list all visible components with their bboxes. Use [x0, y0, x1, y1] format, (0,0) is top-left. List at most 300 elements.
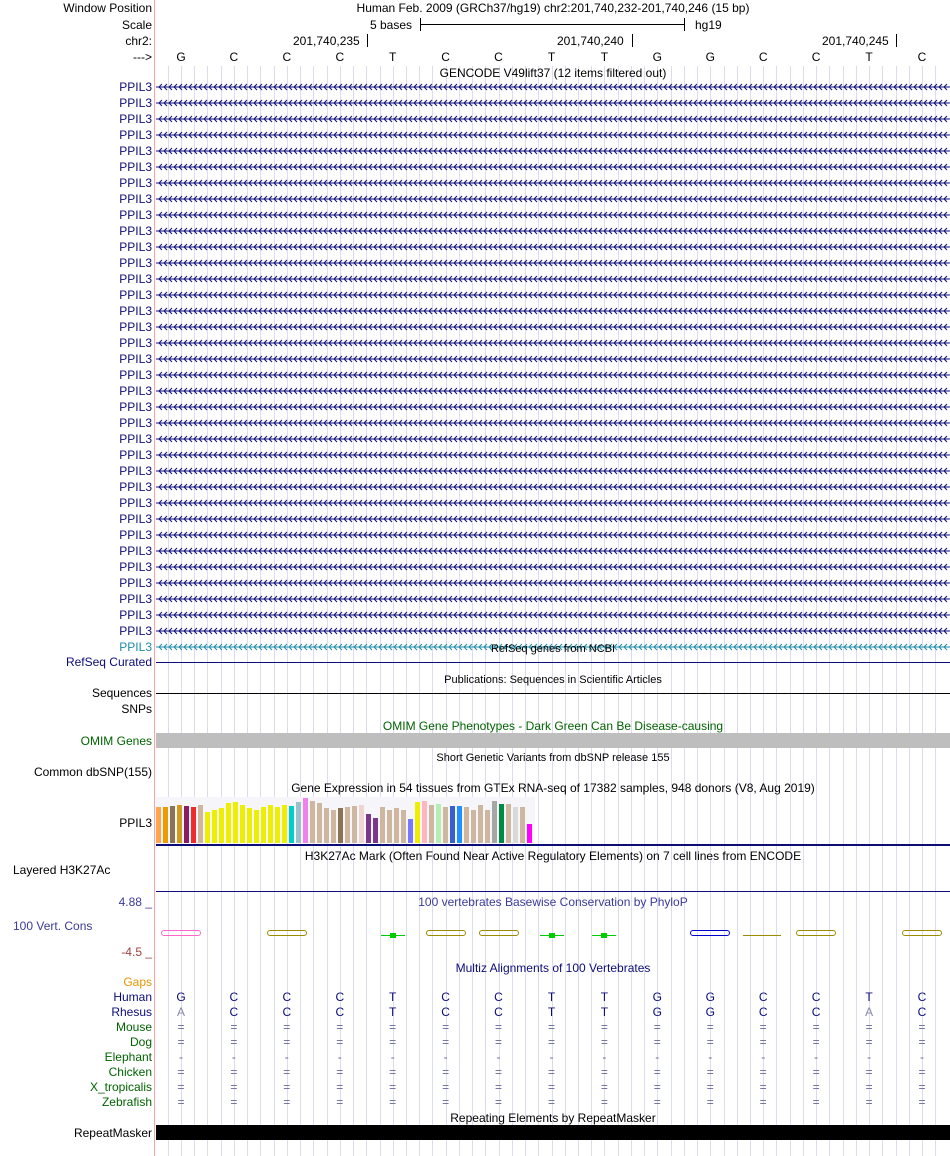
multiz-base: = [706, 1035, 714, 1049]
multiz-base: = [336, 1020, 344, 1034]
gencode-transcript-line[interactable] [156, 82, 950, 92]
gtex-tissue-bar[interactable] [443, 807, 448, 843]
multiz-base: = [230, 1020, 238, 1034]
multiz-base: = [865, 1035, 873, 1049]
gtex-tissue-bar[interactable] [422, 801, 427, 843]
gtex-tissue-bar[interactable] [191, 807, 196, 843]
multiz-base: = [547, 1020, 555, 1034]
multiz-species-label[interactable]: Zebrafish [101, 1095, 152, 1109]
position-tick [632, 34, 633, 47]
gencode-transcript-line[interactable] [156, 482, 950, 492]
gencode-transcript-label[interactable]: PPIL3 [119, 144, 152, 158]
multiz-base: C [335, 1005, 345, 1019]
gtex-tissue-bar[interactable] [359, 805, 364, 843]
gencode-transcript-label[interactable]: PPIL3 [119, 432, 152, 446]
gencode-transcript-label[interactable]: PPIL3 [119, 240, 152, 254]
multiz-species-label[interactable]: Elephant [104, 1050, 152, 1064]
multiz-base: = [759, 1080, 767, 1094]
gencode-transcript-label[interactable]: PPIL3 [119, 176, 152, 190]
multiz-base: C [441, 1005, 450, 1019]
multiz-base: = [494, 1020, 502, 1034]
gencode-transcript-line[interactable] [156, 226, 950, 236]
reference-base: C [335, 50, 345, 64]
gencode-transcript-line[interactable] [156, 178, 950, 188]
multiz-base: G [705, 1005, 715, 1019]
gencode-transcript-line[interactable] [156, 322, 950, 332]
gencode-transcript-label[interactable]: PPIL3 [119, 496, 152, 510]
gencode-transcript-label[interactable]: PPIL3 [119, 544, 152, 558]
gencode-transcript-label[interactable]: PPIL3 [119, 528, 152, 542]
gtex-tissue-bar[interactable] [352, 806, 357, 843]
multiz-base: T [389, 1005, 397, 1019]
gencode-transcript-line[interactable] [156, 498, 950, 508]
multiz-base: = [759, 1065, 767, 1079]
gencode-transcript-line[interactable] [156, 450, 950, 460]
multiz-base: = [283, 1035, 291, 1049]
phylop-score-mark[interactable] [426, 930, 466, 936]
multiz-base: = [653, 1080, 661, 1094]
gtex-tissue-bar[interactable] [205, 812, 210, 843]
gtex-tissue-bar[interactable] [156, 807, 161, 843]
gtex-tissue-bar[interactable] [317, 803, 322, 843]
repeatmasker-element-bar[interactable] [156, 1125, 950, 1140]
multiz-base: - [708, 1050, 713, 1064]
gencode-transcript-label[interactable]: PPIL3 [119, 592, 152, 606]
multiz-base: C [229, 990, 239, 1004]
gtex-tissue-bar[interactable] [520, 807, 525, 843]
gencode-transcript-label[interactable]: PPIL3 [119, 464, 152, 478]
gtex-tissue-bar[interactable] [471, 810, 476, 843]
multiz-base: - [602, 1050, 607, 1064]
multiz-base: = [442, 1020, 450, 1034]
phylop-score-mark[interactable] [267, 930, 307, 936]
gtex-tissue-bar[interactable] [184, 806, 189, 843]
multiz-base: = [653, 1065, 661, 1079]
position-label: 201,740,240 [557, 34, 624, 48]
multiz-base: - [284, 1050, 289, 1064]
gencode-track-title: GENCODE V49lift37 (12 items filtered out) [439, 66, 667, 80]
gencode-transcript-line[interactable] [156, 562, 950, 572]
multiz-base: C [917, 1005, 927, 1019]
gencode-transcript-line[interactable] [156, 594, 950, 604]
gtex-tissue-bar[interactable] [457, 806, 462, 843]
gencode-transcript-label[interactable]: PPIL3 [119, 384, 152, 398]
multiz-base: T [600, 990, 609, 1004]
gencode-transcript-label[interactable]: PPIL3 [119, 560, 152, 574]
multiz-base: = [812, 1035, 820, 1049]
reference-base: G [705, 50, 715, 64]
multiz-base: = [759, 1095, 767, 1109]
gtex-tissue-bar[interactable] [506, 804, 511, 843]
gencode-transcript-label[interactable]: PPIL3 [119, 640, 152, 654]
multiz-base: = [283, 1020, 291, 1034]
multiz-base: = [918, 1035, 926, 1049]
multiz-base: = [812, 1065, 820, 1079]
multiz-base: = [177, 1065, 185, 1079]
gtex-tissue-bar[interactable] [268, 805, 273, 843]
multiz-base: G [705, 990, 715, 1004]
multiz-species-label[interactable]: Mouse [115, 1020, 152, 1034]
gencode-transcript-label[interactable]: PPIL3 [119, 288, 152, 302]
gtex-tissue-bar[interactable] [233, 802, 238, 843]
multiz-base: C [811, 1005, 821, 1019]
h3k27ac-track-label[interactable]: Layered H3K27Ac [13, 863, 111, 877]
dbsnp-track-title: Short Genetic Variants from dbSNP release 155 [436, 752, 670, 764]
phylop-max-label: 4.88 _ [118, 895, 152, 909]
multiz-base: = [230, 1080, 238, 1094]
dbsnp-track-label[interactable]: Common dbSNP(155) [33, 765, 152, 779]
multiz-base: C [282, 1005, 292, 1019]
multiz-base: = [706, 1065, 714, 1079]
gencode-transcript-line[interactable] [156, 210, 950, 220]
gtex-tissue-bar[interactable] [261, 807, 266, 843]
gencode-transcript-label[interactable]: PPIL3 [119, 256, 152, 270]
gtex-tissue-bar[interactable] [527, 824, 532, 843]
multiz-base: = [918, 1065, 926, 1079]
gencode-transcript-line[interactable] [156, 290, 950, 300]
gencode-transcript-label[interactable]: PPIL3 [119, 304, 152, 318]
multiz-base: T [547, 990, 556, 1004]
multiz-base: = [918, 1020, 926, 1034]
multiz-base: G [176, 990, 186, 1004]
multiz-base: C [917, 990, 927, 1004]
chrom-label: chr2: [125, 34, 152, 48]
multiz-base: C [229, 1005, 239, 1019]
gencode-transcript-label[interactable]: PPIL3 [119, 224, 152, 238]
multiz-base: = [812, 1095, 820, 1109]
multiz-base: C [494, 1005, 503, 1019]
gencode-transcript-line[interactable] [156, 402, 950, 412]
strand-label: ---> [133, 50, 152, 64]
multiz-base: = [918, 1095, 926, 1109]
gencode-transcript-label[interactable]: PPIL3 [119, 336, 152, 350]
multiz-base: - [231, 1050, 236, 1064]
reference-base: C [282, 50, 292, 64]
gtex-tissue-bar[interactable] [163, 807, 168, 843]
multiz-base: - [390, 1050, 395, 1064]
multiz-base: T [600, 1005, 609, 1019]
multiz-base: = [442, 1035, 450, 1049]
multiz-base: = [706, 1080, 714, 1094]
multiz-base: = [653, 1095, 661, 1109]
phylop-score-mark[interactable] [601, 933, 607, 938]
multiz-base: = [177, 1035, 185, 1049]
omim-gene-bar[interactable] [156, 733, 950, 748]
h3k27ac-baseline [156, 891, 950, 892]
gencode-transcript-line[interactable] [156, 258, 950, 268]
reference-base: T [865, 50, 873, 64]
gtex-tissue-bar[interactable] [170, 806, 175, 843]
reference-base: C [811, 50, 821, 64]
reference-base: T [389, 50, 397, 64]
gtex-tissue-bar[interactable] [324, 808, 329, 843]
gtex-tissue-bar[interactable] [282, 805, 287, 843]
gtex-tissue-bar[interactable] [345, 807, 350, 843]
gtex-tissue-bar[interactable] [296, 802, 301, 843]
multiz-base: = [759, 1020, 767, 1034]
position-label: 201,740,245 [822, 34, 889, 48]
phylop-score-mark[interactable] [549, 933, 555, 938]
gencode-transcript-label[interactable]: PPIL3 [119, 352, 152, 366]
omim-track-label[interactable]: OMIM Genes [80, 734, 152, 748]
omim-track-title: OMIM Gene Phenotypes - Dark Green Can Be Disease-causing [382, 719, 724, 733]
reference-base: G [176, 50, 186, 64]
reference-base: C [229, 50, 239, 64]
gtex-tissue-bar[interactable] [415, 802, 420, 843]
gtex-baseline [156, 844, 950, 846]
gtex-tissue-bar[interactable] [331, 810, 336, 843]
gencode-transcript-label[interactable]: PPIL3 [119, 400, 152, 414]
gencode-transcript-line[interactable] [156, 514, 950, 524]
phylop-score-mark[interactable] [161, 930, 201, 936]
gtex-tissue-bar[interactable] [254, 810, 259, 843]
multiz-base: = [706, 1020, 714, 1034]
gtex-tissue-bar[interactable] [212, 810, 217, 843]
sequences-line[interactable] [156, 693, 950, 694]
gencode-transcript-label[interactable]: PPIL3 [119, 160, 152, 174]
multiz-base: C [282, 990, 292, 1004]
multiz-base: = [230, 1095, 238, 1109]
multiz-base: = [336, 1095, 344, 1109]
multiz-base: = [547, 1095, 555, 1109]
multiz-base: = [230, 1035, 238, 1049]
reference-base: T [600, 50, 609, 64]
gencode-transcript-label[interactable]: PPIL3 [119, 512, 152, 526]
multiz-base: - [814, 1050, 819, 1064]
gtex-tissue-bar[interactable] [478, 805, 483, 843]
gtex-tissue-bar[interactable] [310, 801, 315, 843]
gtex-tissue-bar[interactable] [303, 798, 308, 843]
multiz-base: = [230, 1065, 238, 1079]
gtex-tissue-bar[interactable] [240, 805, 245, 843]
gencode-transcript-line[interactable] [156, 578, 950, 588]
gencode-transcript-line[interactable] [156, 546, 950, 556]
multiz-species-label[interactable]: X_tropicalis [89, 1080, 152, 1094]
multiz-species-label[interactable]: Dog [129, 1035, 152, 1049]
gencode-transcript-label[interactable]: PPIL3 [119, 624, 152, 638]
multiz-base: = [494, 1065, 502, 1079]
reference-base: T [547, 50, 556, 64]
multiz-base: = [865, 1095, 873, 1109]
multiz-species-label[interactable]: Chicken [108, 1065, 152, 1079]
multiz-base: = [547, 1080, 555, 1094]
multiz-base: C [811, 990, 821, 1004]
multiz-base: = [283, 1065, 291, 1079]
gtex-tissue-bar[interactable] [485, 810, 490, 843]
multiz-base: = [177, 1080, 185, 1094]
multiz-base: - [443, 1050, 448, 1064]
gencode-transcript-label[interactable]: PPIL3 [119, 320, 152, 334]
gencode-transcript-line[interactable] [156, 194, 950, 204]
gencode-transcript-line[interactable] [156, 354, 950, 364]
gencode-transcript-label[interactable]: PPIL3 [119, 608, 152, 622]
reference-base: C [441, 50, 450, 64]
multiz-base: T [547, 1005, 556, 1019]
publications-track-title: Publications: Sequences in Scientific Articles [444, 674, 662, 686]
gtex-tissue-bar[interactable] [401, 810, 406, 843]
gencode-transcript-line[interactable] [156, 530, 950, 540]
gtex-tissue-bar[interactable] [373, 818, 378, 843]
gaps-track-label[interactable]: Gaps [123, 975, 152, 989]
assembly-position-text: Human Feb. 2009 (GRCh37/hg19) chr2:201,740,232-201,740,246 (15 bp) [356, 1, 750, 15]
phylop-score-mark[interactable] [902, 930, 942, 936]
multiz-base: = [389, 1035, 397, 1049]
gencode-transcript-label[interactable]: PPIL3 [119, 208, 152, 222]
gencode-transcript-line[interactable] [156, 434, 950, 444]
multiz-base: = [600, 1095, 608, 1109]
multiz-base: = [442, 1080, 450, 1094]
position-tick [896, 34, 897, 47]
gtex-tissue-bar[interactable] [464, 807, 469, 843]
multiz-base: = [600, 1080, 608, 1094]
multiz-base: = [494, 1080, 502, 1094]
repeatmasker-track-label[interactable]: RepeatMasker [73, 1126, 152, 1140]
gencode-transcript-line[interactable] [156, 386, 950, 396]
multiz-base: = [336, 1035, 344, 1049]
multiz-base: = [759, 1035, 767, 1049]
scale-label: Scale [121, 18, 152, 32]
gencode-transcript-line[interactable] [156, 610, 950, 620]
multiz-base: C [335, 990, 345, 1004]
gtex-tissue-bar[interactable] [380, 807, 385, 843]
gtex-tissue-bar[interactable] [513, 807, 518, 843]
multiz-track-title: Multiz Alignments of 100 Vertebrates [455, 961, 651, 975]
gtex-tissue-bar[interactable] [436, 804, 441, 843]
phylop-score-mark[interactable] [390, 933, 396, 938]
gtex-tissue-bar[interactable] [429, 805, 434, 843]
multiz-base: = [494, 1035, 502, 1049]
gencode-transcript-label[interactable]: PPIL3 [119, 96, 152, 110]
gencode-transcript-line[interactable] [156, 418, 950, 428]
gencode-transcript-line[interactable] [156, 338, 950, 348]
multiz-base: = [865, 1080, 873, 1094]
gencode-transcript-line[interactable] [156, 162, 950, 172]
multiz-base: = [177, 1020, 185, 1034]
multiz-base: = [389, 1095, 397, 1109]
multiz-base: - [549, 1050, 554, 1064]
position-tick [367, 34, 368, 47]
gencode-transcript-label[interactable]: PPIL3 [119, 128, 152, 142]
multiz-base: = [442, 1095, 450, 1109]
reference-base: G [652, 50, 662, 64]
gtex-tissue-bar[interactable] [394, 808, 399, 843]
refseq-track-label[interactable]: RefSeq Curated [65, 655, 152, 669]
gtex-tissue-bar[interactable] [338, 808, 343, 843]
gencode-transcript-label[interactable]: PPIL3 [119, 368, 152, 382]
gtex-tissue-bar[interactable] [247, 808, 252, 843]
gencode-transcript-line[interactable] [156, 466, 950, 476]
gencode-transcript-label[interactable]: PPIL3 [119, 192, 152, 206]
gtex-tissue-bar[interactable] [450, 806, 455, 843]
gencode-transcript-label[interactable]: PPIL3 [119, 80, 152, 94]
multiz-base: = [600, 1035, 608, 1049]
multiz-species-label[interactable]: Rhesus [111, 1005, 152, 1019]
gtex-tissue-bar[interactable] [499, 804, 504, 843]
multiz-species-label[interactable]: Human [113, 990, 152, 1004]
h3k27ac-track-title: H3K27Ac Mark (Often Found Near Active Regulatory Elements) on 7 cell lines from ENCODE [304, 849, 802, 863]
gencode-transcript-line[interactable] [156, 114, 950, 124]
gencode-transcript-label[interactable]: PPIL3 [119, 272, 152, 286]
scale-bar [420, 24, 684, 25]
gencode-transcript-label[interactable]: PPIL3 [119, 576, 152, 590]
gencode-transcript-line[interactable] [156, 306, 950, 316]
multiz-base: - [496, 1050, 501, 1064]
gtex-tissue-bar[interactable] [177, 805, 182, 843]
gencode-transcript-label[interactable]: PPIL3 [119, 480, 152, 494]
reference-base: C [758, 50, 768, 64]
multiz-base: A [865, 1005, 874, 1019]
gencode-transcript-label[interactable]: PPIL3 [119, 112, 152, 126]
gencode-transcript-line[interactable] [156, 274, 950, 284]
gtex-tissue-bar[interactable] [198, 805, 203, 843]
multiz-base: - [867, 1050, 872, 1064]
gtex-tissue-bar[interactable] [408, 819, 413, 843]
phylop-track-label[interactable]: 100 Vert. Cons [13, 919, 93, 933]
multiz-base: = [336, 1080, 344, 1094]
gencode-transcript-line[interactable] [156, 370, 950, 380]
gencode-transcript-line[interactable] [156, 242, 950, 252]
phylop-score-mark[interactable] [743, 935, 781, 936]
gencode-transcript-line[interactable] [156, 626, 950, 636]
multiz-base: C [758, 1005, 768, 1019]
multiz-base: = [177, 1095, 185, 1109]
gencode-transcript-label[interactable]: PPIL3 [119, 416, 152, 430]
multiz-base: = [389, 1065, 397, 1079]
phylop-score-mark[interactable] [479, 930, 519, 936]
multiz-base: = [283, 1080, 291, 1094]
multiz-base: = [706, 1095, 714, 1109]
gtex-tissue-bar[interactable] [492, 801, 497, 843]
sequences-track-label[interactable]: Sequences [91, 686, 152, 700]
scale-bases-text: 5 bases [370, 18, 413, 32]
multiz-base: C [441, 990, 450, 1004]
multiz-base: = [600, 1065, 608, 1079]
gtex-tissue-bar[interactable] [366, 814, 371, 843]
multiz-base: A [176, 1005, 185, 1019]
scale-db-text: hg19 [695, 18, 722, 32]
refseq-gene-line[interactable] [156, 662, 950, 663]
gencode-transcript-label[interactable]: PPIL3 [119, 448, 152, 462]
multiz-base: = [494, 1095, 502, 1109]
multiz-base: T [865, 990, 873, 1004]
reference-base: C [494, 50, 503, 64]
gtex-tissue-bar[interactable] [219, 808, 224, 843]
snps-track-label[interactable]: SNPs [121, 702, 152, 716]
phylop-score-mark[interactable] [796, 930, 836, 936]
multiz-base: - [337, 1050, 342, 1064]
phylop-score-mark[interactable] [690, 930, 730, 936]
reference-base: C [917, 50, 927, 64]
gtex-tissue-bar[interactable] [387, 810, 392, 843]
multiz-base: G [652, 990, 662, 1004]
multiz-base: = [653, 1035, 661, 1049]
gtex-tissue-bar[interactable] [289, 806, 294, 843]
multiz-base: T [389, 990, 397, 1004]
multiz-base: - [920, 1050, 924, 1064]
gencode-transcript-line[interactable] [156, 146, 950, 156]
scale-bar-left-tick [420, 18, 421, 31]
gtex-tissue-bar[interactable] [275, 807, 280, 843]
gencode-transcript-line[interactable] [156, 98, 950, 108]
repeatmasker-track-title: Repeating Elements by RepeatMasker [450, 1111, 656, 1125]
scale-bar-right-tick [684, 18, 685, 31]
multiz-base: - [179, 1050, 183, 1064]
multiz-base: = [812, 1020, 820, 1034]
gtex-tissue-bar[interactable] [226, 803, 231, 843]
gtex-track-label[interactable]: PPIL3 [119, 816, 152, 830]
gencode-transcript-line[interactable] [156, 130, 950, 140]
multiz-base: = [653, 1020, 661, 1034]
